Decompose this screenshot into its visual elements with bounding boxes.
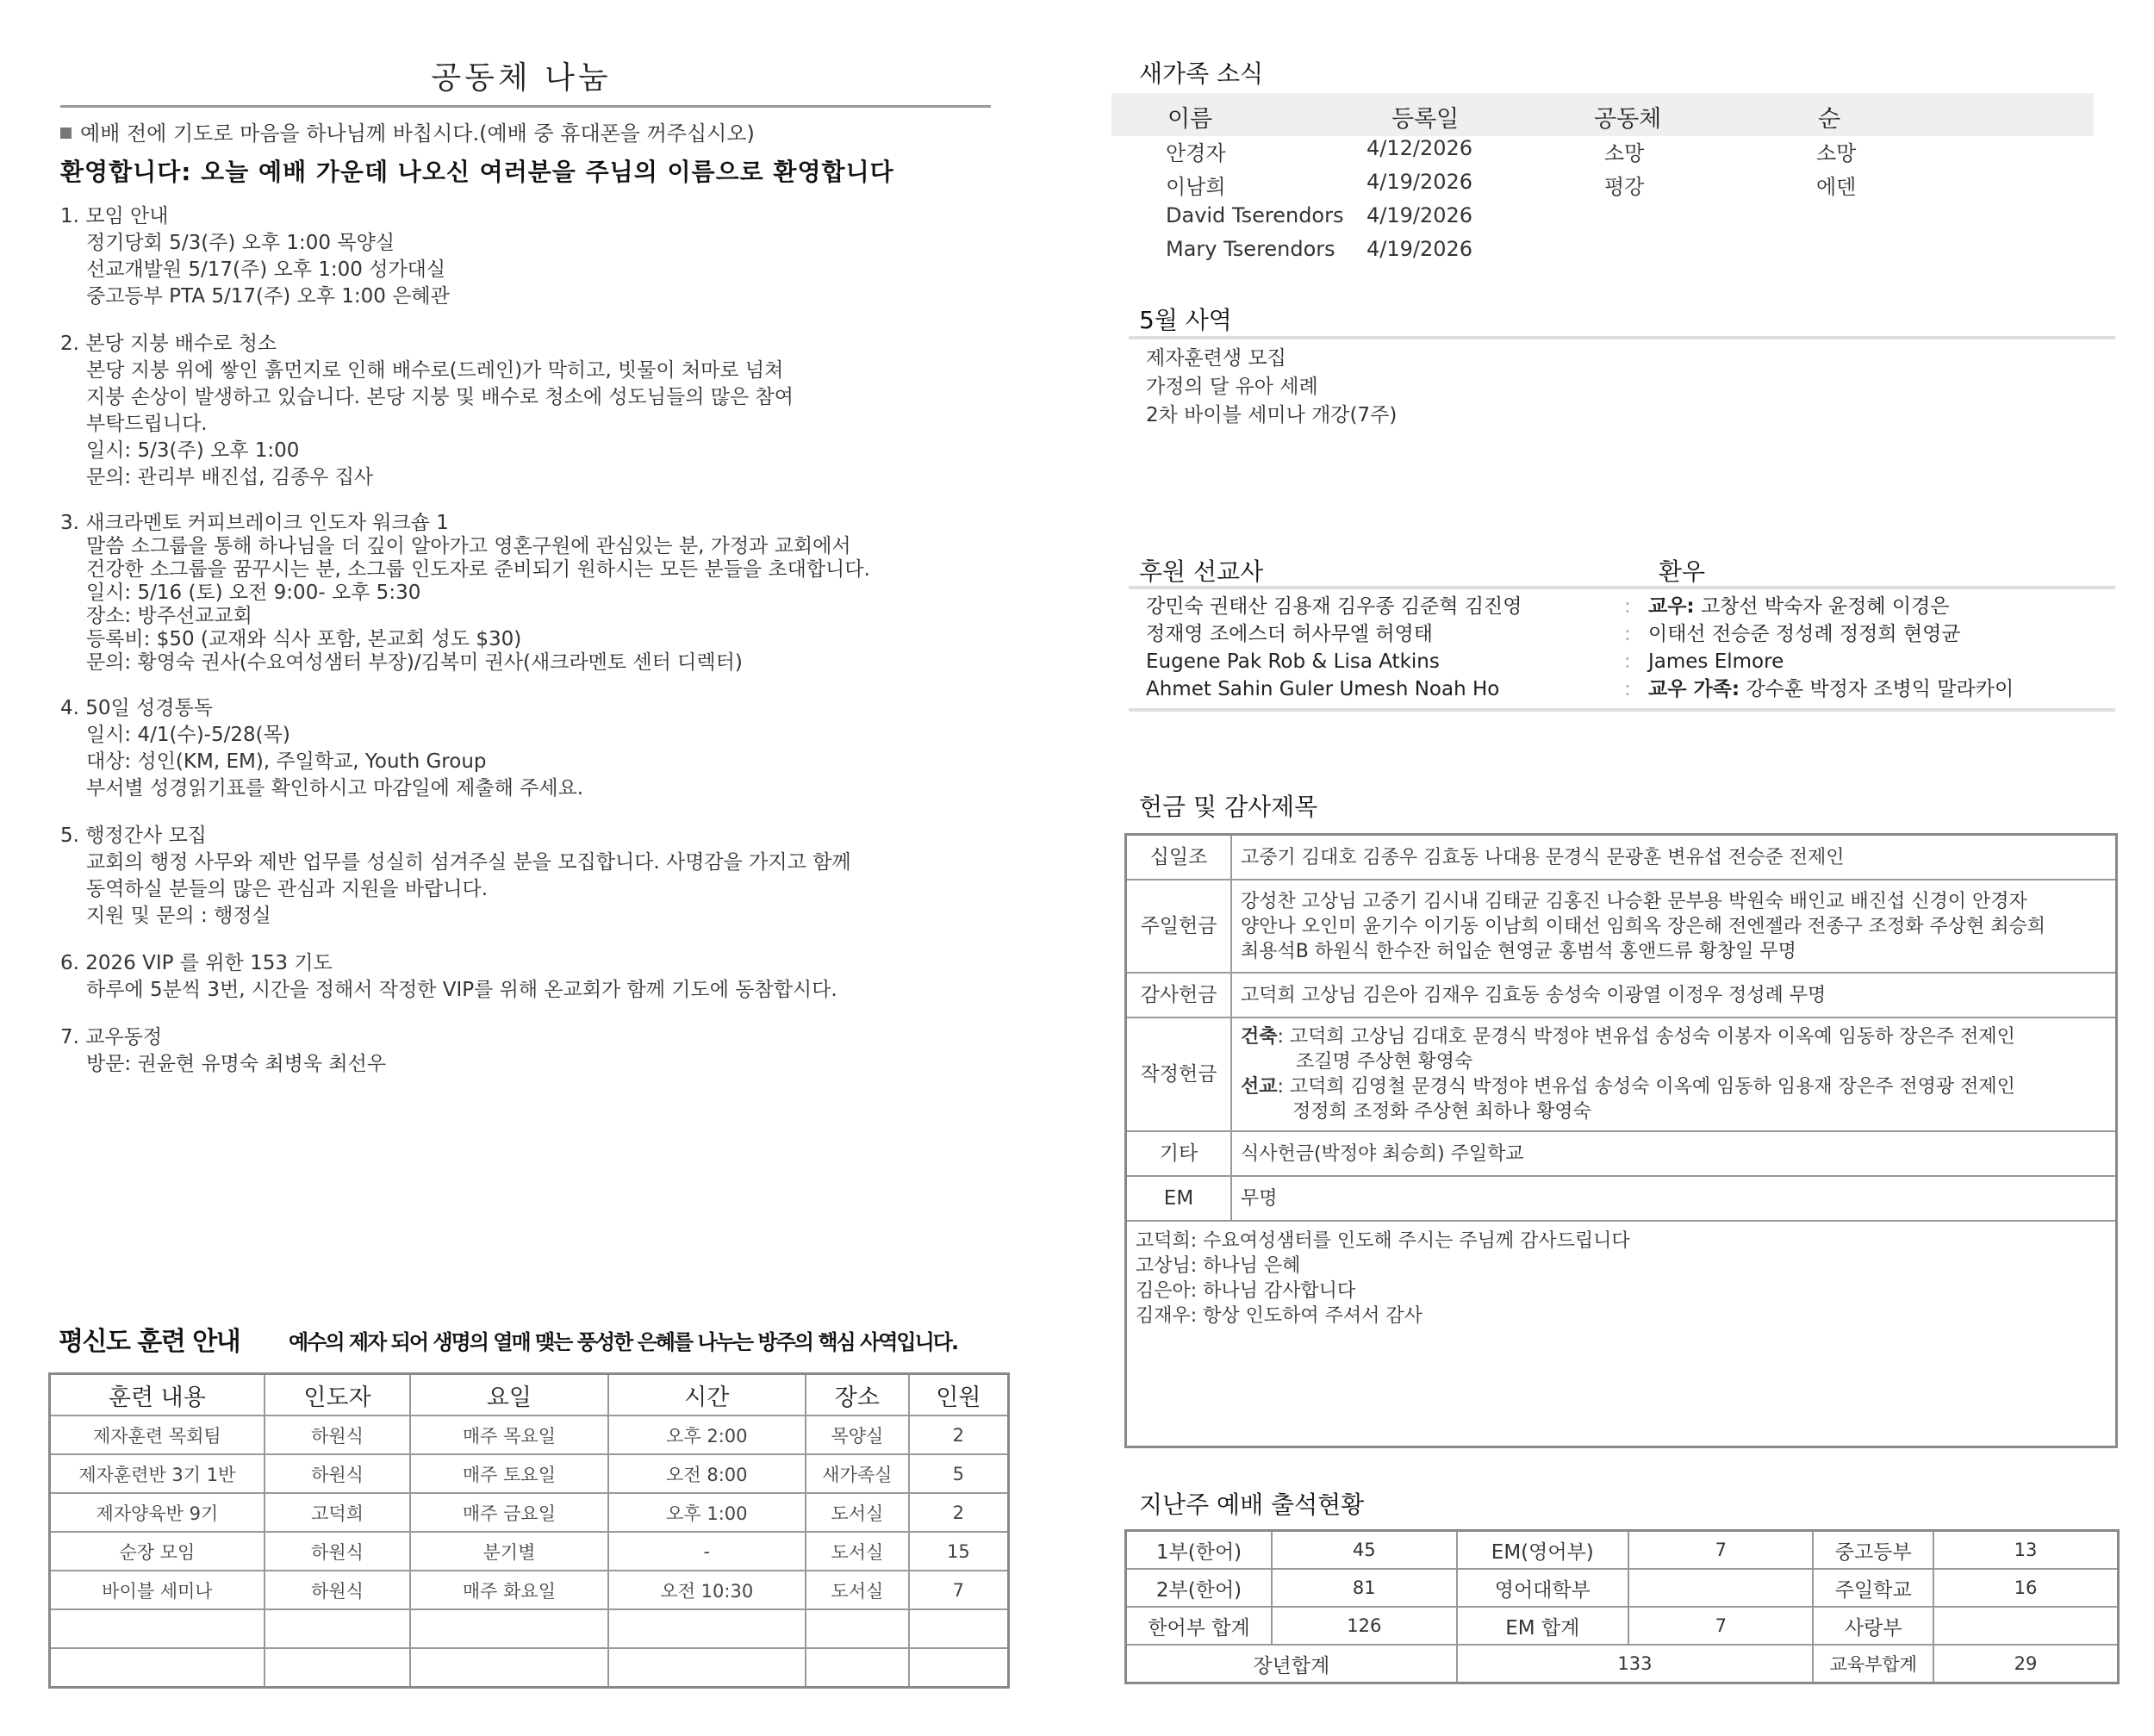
table-cell: Mary Tserendors bbox=[1166, 237, 1335, 261]
list-item bbox=[1624, 620, 2014, 648]
table-cell: 7 bbox=[909, 1571, 1009, 1609]
table-row bbox=[50, 1609, 1009, 1648]
newfamily-title: 새가족 소식 bbox=[1139, 59, 1264, 88]
table-row bbox=[1126, 1176, 2117, 1221]
missionary-list bbox=[1146, 593, 1522, 703]
table-cell: 제자양육반 9기 bbox=[50, 1493, 265, 1532]
table-cell: 매주 목요일 bbox=[410, 1416, 607, 1454]
table-cell: 한어부 합계 bbox=[1126, 1607, 1273, 1645]
attendance-title: 지난주 예배 출석현황 bbox=[1139, 1490, 1365, 1519]
announcement-item bbox=[60, 695, 1008, 802]
table-cell: 126 bbox=[1272, 1607, 1456, 1645]
announcement-line: 동역하실 분들의 많은 관심과 지원을 바랍니다. bbox=[86, 878, 489, 900]
table-cell: 바이블 세미나 bbox=[50, 1571, 265, 1609]
table-cell: 2부(한어) bbox=[1126, 1569, 1273, 1607]
table-cell bbox=[608, 1648, 806, 1688]
names-text: : 고덕희 김영철 문경식 박정야 변유섭 송성숙 이옥예 임동하 임용재 장은주 전영광 전제인 bbox=[1277, 1076, 2015, 1098]
table-cell: EM(영어부) bbox=[1457, 1531, 1629, 1570]
table-cell: David Tserendors bbox=[1166, 203, 1344, 227]
announcement-item bbox=[60, 331, 1008, 491]
announcement-line: 부서별 성경읽기표를 확인하시고 마감일에 제출해 주세요. bbox=[86, 777, 584, 800]
list-item bbox=[1624, 675, 2014, 703]
announcement-line: 문의: 관리부 배진섭, 김종우 집사 bbox=[86, 466, 374, 488]
announcement-item bbox=[60, 1024, 1008, 1078]
table-cell: 주일학교 bbox=[1813, 1569, 1933, 1607]
table-cell: 소망 bbox=[1604, 141, 1645, 165]
column-header: 인도자 bbox=[265, 1374, 411, 1416]
patients-list bbox=[1624, 593, 2014, 703]
table-cell bbox=[50, 1648, 265, 1688]
names-line: 최용석B 하원식 한수잔 허입순 현영균 홍범석 홍앤드류 황창일 무명 bbox=[1241, 940, 1796, 962]
table-cell bbox=[806, 1648, 909, 1688]
table-row bbox=[1126, 1131, 2117, 1176]
announcement-heading: 7. 교우동정 bbox=[60, 1026, 163, 1048]
announcement-line: 말씀 소그룹을 통해 하나님을 더 깊이 알아가고 영혼구원에 관심있는 분, 가정과 교회에서 bbox=[86, 535, 851, 557]
announcement-heading: 5. 행정간사 모집 bbox=[60, 824, 207, 847]
table-cell bbox=[410, 1609, 607, 1648]
section-divider bbox=[1129, 336, 2115, 339]
list-item: 강민숙 권태산 김용재 김우종 김준혁 김진영 bbox=[1146, 595, 1522, 618]
dotted-divider-icon: : bbox=[1624, 650, 1631, 673]
announcement-line: 등록비: $50 (교재와 식사 포함, 본교회 성도 $30) bbox=[86, 628, 522, 650]
list-item: Eugene Pak Rob & Lisa Atkins bbox=[1146, 650, 1440, 673]
announcement-heading: 2. 본당 지붕 배수로 청소 bbox=[60, 333, 277, 355]
table-row bbox=[50, 1454, 1009, 1493]
table-row bbox=[1126, 1645, 2119, 1683]
pledge-type: 선교 bbox=[1241, 1076, 1278, 1098]
table-cell: 소망 bbox=[1816, 141, 1857, 165]
announcement-line: 정기당회 5/3(주) 오후 1:00 목양실 bbox=[86, 232, 395, 254]
table-cell: 분기별 bbox=[410, 1532, 607, 1571]
announcement-line: 지붕 손상이 발생하고 있습니다. 본당 지붕 및 배수로 청소에 성도님들의 많은 참여 bbox=[86, 386, 794, 408]
table-cell: 매주 금요일 bbox=[410, 1493, 607, 1532]
names-line: 정정희 조정화 주상현 최하나 황영숙 bbox=[1292, 1101, 1591, 1123]
table-cell: 제자훈련 목회팀 bbox=[50, 1416, 265, 1454]
table-cell: 고덕희 bbox=[265, 1493, 411, 1532]
table-cell: 81 bbox=[1272, 1569, 1456, 1607]
table-cell: 도서실 bbox=[806, 1571, 909, 1609]
welcome-message: 환영합니다: 오늘 예배 가운데 나오신 여러분을 주님의 이름으로 환영합니다 bbox=[60, 158, 894, 186]
table-cell: 매주 화요일 bbox=[410, 1571, 607, 1609]
table-row bbox=[50, 1416, 1009, 1454]
announcement-line: 방문: 권윤현 유명숙 최병욱 최선우 bbox=[86, 1053, 387, 1075]
announcement-line: 일시: 5/16 (토) 오전 9:00- 오후 5:30 bbox=[86, 582, 421, 604]
patient-label: 교우 가족: bbox=[1648, 678, 1740, 700]
table-cell bbox=[806, 1609, 909, 1648]
table-cell: 2 bbox=[909, 1493, 1009, 1532]
announcement-line: 부탁드립니다. bbox=[86, 413, 208, 435]
column-header: 이름 bbox=[1167, 106, 1213, 133]
table-cell: 제자훈련반 3기 1반 bbox=[50, 1454, 265, 1493]
table-cell: 하원식 bbox=[265, 1416, 411, 1454]
column-header: 순 bbox=[1818, 106, 1841, 133]
table-row bbox=[50, 1493, 1009, 1532]
worship-notice bbox=[60, 116, 755, 146]
table-cell: 에덴 bbox=[1816, 175, 1857, 199]
offering-label: EM bbox=[1126, 1176, 1232, 1221]
table-row bbox=[1126, 1531, 2119, 1570]
announcement-line: 건강한 소그룹을 꿈꾸시는 분, 소그룹 인도자로 준비되기 원하시는 모든 분들을 초대합니다. bbox=[86, 558, 870, 581]
list-item bbox=[1624, 648, 2014, 675]
table-cell bbox=[909, 1609, 1009, 1648]
table-cell: 오후 2:00 bbox=[608, 1416, 806, 1454]
training-table bbox=[48, 1372, 1010, 1689]
table-cell: 2 bbox=[909, 1416, 1009, 1454]
column-header: 요일 bbox=[410, 1374, 607, 1416]
announcement-item bbox=[60, 512, 1008, 675]
table-cell: 4/12/2026 bbox=[1366, 136, 1473, 160]
list-item: 정재영 조에스더 허사무엘 허영태 bbox=[1146, 623, 1433, 645]
table-cell: - bbox=[608, 1532, 806, 1571]
offering-names: 무명 bbox=[1231, 1176, 2117, 1221]
table-row bbox=[50, 1571, 1009, 1609]
announcement-line: 교회의 행정 사무와 제반 업무를 성실히 섬겨주실 분을 모집합니다. 사명감을 가지고 함께 bbox=[86, 851, 851, 874]
column-header: 등록일 bbox=[1391, 106, 1460, 133]
table-cell: 7 bbox=[1628, 1607, 1813, 1645]
announcement-line: 본당 지붕 위에 쌓인 흙먼지로 인해 배수로(드레인)가 막히고, 빗물이 처마로 넘쳐 bbox=[86, 359, 784, 382]
patient-names: 강수훈 박정자 조병익 말라카이 bbox=[1740, 678, 2014, 700]
announcement-heading: 4. 50일 성경통독 bbox=[60, 697, 213, 719]
announcement-item bbox=[60, 950, 1008, 1004]
table-cell bbox=[909, 1648, 1009, 1688]
announcement-list bbox=[60, 203, 1008, 1098]
column-header: 인원 bbox=[909, 1374, 1009, 1416]
patient-names: 고창선 박숙자 윤정혜 이경은 bbox=[1694, 595, 1950, 618]
offering-names: 식사헌금(박정야 최승희) 주일학교 bbox=[1231, 1131, 2117, 1176]
offering-names bbox=[1231, 1017, 2117, 1131]
patients-title: 환우 bbox=[1659, 557, 1706, 586]
patient-names: James Elmore bbox=[1648, 650, 1784, 673]
pledge-type: 건축 bbox=[1241, 1026, 1278, 1048]
names-line: 강성찬 고상님 고중기 김시내 김태균 김홍진 나승환 문부용 박원숙 배인교 배진섭 신경이 안경자 bbox=[1241, 890, 2027, 912]
note-line: 고덕희: 수요여성샘터를 인도해 주시는 주님께 감사드립니다 bbox=[1136, 1230, 1630, 1252]
may-ministry-list bbox=[1146, 345, 1397, 430]
table-cell: 중고등부 bbox=[1813, 1531, 1933, 1570]
table-cell: 하원식 bbox=[265, 1454, 411, 1493]
list-item: Ahmet Sahin Guler Umesh Noah Ho bbox=[1146, 678, 1500, 700]
dotted-divider-icon: : bbox=[1624, 678, 1631, 700]
dotted-divider-icon: : bbox=[1624, 623, 1631, 645]
offering-title: 헌금 및 감사제목 bbox=[1139, 793, 1318, 821]
table-cell: 안경자 bbox=[1166, 141, 1226, 165]
announcement-line: 일시: 4/1(수)-5/28(목) bbox=[86, 724, 290, 746]
table-row bbox=[50, 1532, 1009, 1571]
table-cell: 오전 10:30 bbox=[608, 1571, 806, 1609]
attendance-table bbox=[1124, 1529, 2120, 1684]
table-cell: 이남희 bbox=[1166, 175, 1226, 199]
offering-names: 고덕희 고상님 김은아 김재우 김효동 송성숙 이광열 이정우 정성례 무명 bbox=[1231, 973, 2117, 1017]
names-line: 양안나 오인미 윤기수 이기동 이남희 이태선 임희옥 장은해 전엔젤라 전종구 조정화 주상현 최승희 bbox=[1241, 915, 2046, 937]
table-cell: 15 bbox=[909, 1532, 1009, 1571]
announcement-item bbox=[60, 203, 1008, 310]
table-cell bbox=[1933, 1607, 2118, 1645]
table-row bbox=[1126, 835, 2117, 880]
table-cell: 순장 모임 bbox=[50, 1532, 265, 1571]
table-cell: 29 bbox=[1933, 1645, 2118, 1683]
table-row bbox=[1126, 1017, 2117, 1131]
table-cell: 매주 토요일 bbox=[410, 1454, 607, 1493]
table-cell: EM 합계 bbox=[1457, 1607, 1629, 1645]
table-cell bbox=[1628, 1569, 1813, 1607]
names-line bbox=[1241, 1074, 2107, 1099]
offering-label: 작정헌금 bbox=[1126, 1017, 1232, 1131]
table-cell: 도서실 bbox=[806, 1532, 909, 1571]
table-cell: 4/19/2026 bbox=[1366, 203, 1473, 227]
table-cell: 사랑부 bbox=[1813, 1607, 1933, 1645]
table-row bbox=[1126, 1569, 2119, 1607]
training-subtitle: 예수의 제자 되어 생명의 열매 맺는 풍성한 은혜를 나누는 방주의 핵심 사역입니다. bbox=[289, 1330, 958, 1354]
table-cell: 새가족실 bbox=[806, 1454, 909, 1493]
page-title: 공동체 나눔 bbox=[431, 60, 612, 96]
offering-label: 주일헌금 bbox=[1126, 880, 1232, 973]
table-cell: 45 bbox=[1272, 1531, 1456, 1570]
table-cell: 7 bbox=[1628, 1531, 1813, 1570]
table-cell: 하원식 bbox=[265, 1532, 411, 1571]
offering-label: 십일조 bbox=[1126, 835, 1232, 880]
table-cell: 영어대학부 bbox=[1457, 1569, 1629, 1607]
may-ministry-title: 5월 사역 bbox=[1139, 306, 1232, 334]
table-row bbox=[1126, 973, 2117, 1017]
notice-text: 예배 전에 기도로 마음을 하나님께 바칩시다.(예배 중 휴대폰을 꺼주십시오) bbox=[80, 121, 755, 146]
column-header: 시간 bbox=[608, 1374, 806, 1416]
table-cell bbox=[265, 1648, 411, 1688]
patient-names: 이태선 전승준 정성례 정정희 현영균 bbox=[1648, 623, 1961, 645]
section-divider bbox=[1129, 586, 2115, 589]
announcement-heading: 6. 2026 VIP 를 위한 153 기도 bbox=[60, 952, 333, 974]
section-divider bbox=[1129, 708, 2115, 712]
table-cell: 오후 1:00 bbox=[608, 1493, 806, 1532]
training-title: 평신도 훈련 안내 bbox=[59, 1327, 240, 1357]
offering-label: 기타 bbox=[1126, 1131, 1232, 1176]
announcement-line: 대상: 성인(KM, EM), 주일학교, Youth Group bbox=[86, 750, 487, 773]
table-cell bbox=[410, 1648, 607, 1688]
names-line bbox=[1241, 1024, 2107, 1049]
table-cell: 4/19/2026 bbox=[1366, 237, 1473, 261]
list-item bbox=[1624, 593, 2014, 620]
table-cell bbox=[265, 1609, 411, 1648]
table-cell: 하원식 bbox=[265, 1571, 411, 1609]
table-cell: 오전 8:00 bbox=[608, 1454, 806, 1493]
announcement-line: 선교개발원 5/17(주) 오후 1:00 성가대실 bbox=[86, 258, 446, 281]
table-cell bbox=[608, 1609, 806, 1648]
note-line: 김은아: 하나님 감사합니다 bbox=[1136, 1280, 1356, 1302]
announcement-line: 문의: 황영숙 권사(수요여성샘터 부장)/김복미 권사(새크라멘토 센터 디렉터) bbox=[86, 651, 743, 674]
table-cell: 133 bbox=[1457, 1645, 1814, 1683]
announcement-line: 일시: 5/3(주) 오후 1:00 bbox=[86, 439, 300, 462]
list-item: 가정의 달 유아 세례 bbox=[1146, 376, 1318, 398]
title-divider bbox=[60, 105, 991, 108]
announcement-line: 장소: 방주선교교회 bbox=[86, 605, 252, 627]
names-text: : 고덕희 고상님 김대호 문경식 박정야 변유섭 송성숙 이봉자 이옥예 임동하 장은주 전제인 bbox=[1277, 1026, 2015, 1048]
table-header-row bbox=[50, 1374, 1009, 1416]
square-bullet-icon bbox=[60, 128, 72, 139]
announcement-heading: 1. 모임 안내 bbox=[60, 205, 169, 227]
names-line: 조길명 주상현 황영숙 bbox=[1296, 1051, 1473, 1073]
announcement-line: 중고등부 PTA 5/17(주) 오후 1:00 은혜관 bbox=[86, 285, 450, 308]
table-cell: 목양실 bbox=[806, 1416, 909, 1454]
table-cell: 5 bbox=[909, 1454, 1009, 1493]
table-cell: 평강 bbox=[1604, 175, 1645, 199]
table-cell bbox=[50, 1609, 265, 1648]
offering-label: 감사헌금 bbox=[1126, 973, 1232, 1017]
thanksgiving-notes bbox=[1126, 1221, 2117, 1447]
offering-names: 고중기 김대호 김종우 김효동 나대용 문경식 문광훈 변유섭 전승준 전제인 bbox=[1231, 835, 2117, 880]
table-row bbox=[1126, 880, 2117, 973]
table-cell: 16 bbox=[1933, 1569, 2118, 1607]
table-row bbox=[1126, 1221, 2117, 1447]
newfamily-header-row bbox=[1111, 93, 2094, 136]
table-cell: 1부(한어) bbox=[1126, 1531, 1273, 1570]
list-item: 제자훈련생 모집 bbox=[1146, 347, 1286, 370]
dotted-divider-icon: : bbox=[1624, 595, 1631, 618]
announcement-heading: 3. 새크라멘토 커피브레이크 인도자 워크숍 1 bbox=[60, 512, 449, 534]
note-line: 김재우: 항상 인도하여 주셔서 감사 bbox=[1136, 1305, 1423, 1327]
announcement-line: 하루에 5분씩 3번, 시간을 정해서 작정한 VIP를 위해 온교회가 함께 기도에 동참합시다. bbox=[86, 979, 837, 1001]
missionary-title: 후원 선교사 bbox=[1139, 557, 1264, 586]
column-header: 공동체 bbox=[1594, 106, 1662, 133]
table-cell: 교육부합계 bbox=[1813, 1645, 1933, 1683]
patient-label: 교우: bbox=[1648, 595, 1695, 618]
list-item: 2차 바이블 세미나 개강(7주) bbox=[1146, 404, 1398, 426]
offering-names bbox=[1231, 880, 2117, 973]
announcement-item bbox=[60, 823, 1008, 930]
table-cell: 장년합계 bbox=[1126, 1645, 1457, 1683]
column-header: 장소 bbox=[806, 1374, 909, 1416]
note-line: 고상님: 하나님 은혜 bbox=[1136, 1255, 1301, 1277]
column-header: 훈련 내용 bbox=[50, 1374, 265, 1416]
table-cell: 13 bbox=[1933, 1531, 2118, 1570]
announcement-line: 지원 및 문의 : 행정실 bbox=[86, 905, 271, 927]
table-cell: 4/19/2026 bbox=[1366, 170, 1473, 194]
table-row bbox=[50, 1648, 1009, 1688]
table-cell: 도서실 bbox=[806, 1493, 909, 1532]
table-row bbox=[1126, 1607, 2119, 1645]
offering-table bbox=[1124, 833, 2118, 1448]
